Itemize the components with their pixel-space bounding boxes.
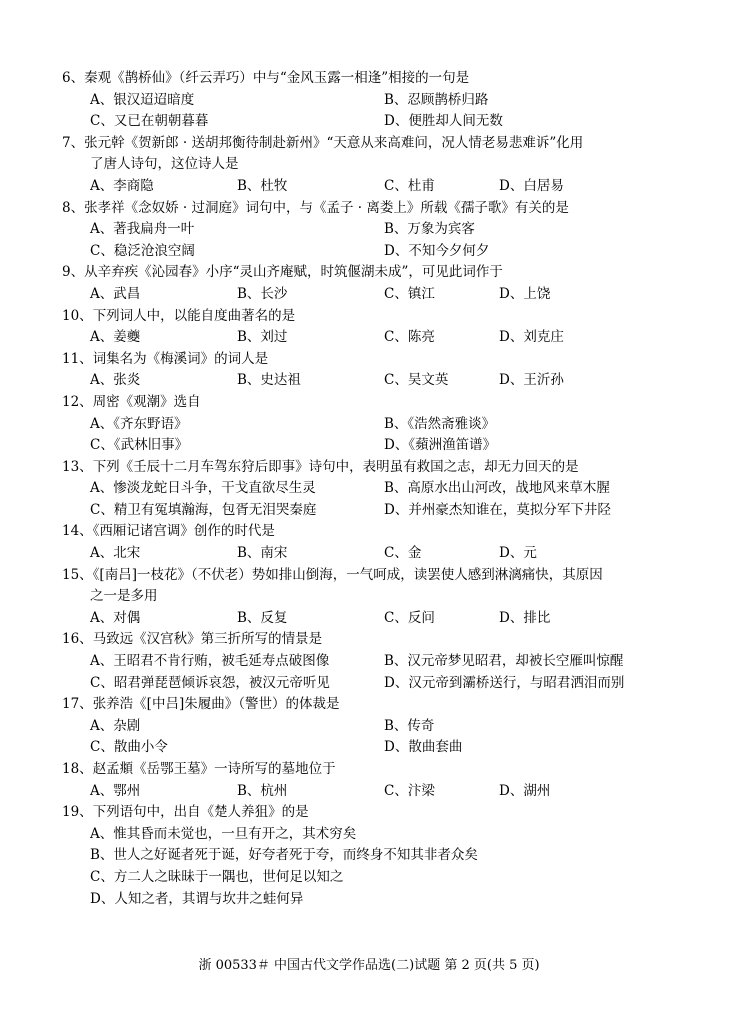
answer-option: B、高原水出山河改，战地风来草木腥 [384,480,610,497]
option-row [62,90,702,112]
question-text: 之一是多用 [90,588,158,605]
question-number: 15、 [62,566,93,583]
answer-option: A、张炎 [90,372,141,389]
answer-option: A、王昭君不肯行贿，被毛延寿点破图像 [90,653,330,670]
question-stem [62,586,702,608]
option-row [62,370,702,392]
question-9 [62,262,702,305]
question-text: 《[南吕]一枝花》（不伏老）势如排山倒海，一气呵成，读罢使人感到淋漓痛快，其原因 [92,566,603,583]
answer-option: A、银汉迢迢暗度 [90,91,195,108]
answer-option: A、北宋 [90,545,141,562]
question-number: 14、 [62,523,93,540]
answer-option: B、反复 [237,609,288,626]
answer-option: A、惨淡龙蛇日斗争，干戈直欲尽生灵 [90,480,316,497]
question-text: 赵孟頫《岳鄂王墓》一诗所写的墓地位于 [92,761,336,777]
option-row [62,737,702,759]
option-row [62,284,702,306]
answer-option: B、杭州 [237,782,288,799]
option-row [62,845,702,867]
option-row [62,608,702,630]
question-number: 7、 [62,134,85,151]
option-row [62,500,702,522]
answer-option: D、排比 [499,609,551,626]
question-10 [62,306,702,349]
question-6 [62,68,702,133]
question-stem [62,457,702,479]
question-stem [62,629,702,651]
question-text: 《西厢记诸宫调》创作的时代是 [92,523,275,540]
answer-option: B、忍顾鹊桥归路 [384,91,489,108]
answer-option: B、《浩然斋雅谈》 [384,415,496,432]
question-text: 张孝祥《念奴娇 · 过洞庭》词句中，与《孟子 · 离娄上》所载《孺子歌》有关的是 [84,199,569,216]
answer-option: C、精卫有冤填瀚海，包胥无泪哭秦庭 [90,501,317,518]
option-row [62,716,702,738]
answer-option: A、著我扁舟一叶 [90,221,195,238]
answer-option: D、王沂孙 [499,372,564,389]
question-text: 下列语句中，出自《楚人养狙》的是 [92,804,309,821]
answer-option: C、汴梁 [384,782,435,799]
question-17 [62,694,702,759]
question-text: 词集名为《梅溪词》的词人是 [92,350,269,367]
option-row [62,219,702,241]
answer-option: D、散曲套曲 [384,739,463,756]
question-stem [62,802,702,824]
question-number: 10、 [62,307,93,324]
question-11 [62,349,702,392]
answer-option: D、《蘋洲渔笛谱》 [384,437,497,454]
answer-option: C、散曲小令 [90,739,168,756]
question-stem [62,262,702,284]
answer-option: D、白居易 [499,177,564,194]
answer-option: B、世人之好诞者死于诞，好夸者死于夸，而终身不知其非者众矣 [90,847,478,864]
answer-option: D、上饶 [499,285,551,302]
answer-option: D、不知今夕何夕 [384,242,490,259]
option-row [62,543,702,565]
option-row [62,867,702,889]
question-number: 9、 [62,264,85,281]
question-text: 了唐人诗句，这位诗人是 [90,156,239,173]
answer-option: B、史达祖 [237,372,301,389]
answer-option: C、镇江 [384,285,435,302]
answer-option: B、传奇 [384,717,435,734]
question-stem [62,565,702,587]
question-number: 19、 [62,804,93,821]
question-14 [62,521,702,564]
answer-option: C、杜甫 [384,177,435,194]
question-number: 6、 [62,70,85,86]
answer-option: B、万象为宾客 [384,221,475,238]
question-19 [62,802,702,910]
option-row [62,824,702,846]
answer-option: B、长沙 [237,285,288,302]
option-row [62,651,702,673]
option-row [62,435,702,457]
option-row [62,673,702,695]
answer-option: A、鄂州 [90,782,141,799]
question-number: 17、 [62,696,93,713]
answer-option: B、南宋 [237,545,288,562]
question-18 [62,759,702,802]
question-12 [62,392,702,457]
answer-option: B、汉元帝梦见昭君，却被长空雁叫惊醒 [384,653,624,670]
answer-option: C、反问 [384,609,435,626]
question-stem [62,133,702,155]
question-stem [62,759,702,781]
answer-option: D、并州豪杰知谁在，莫拟分军下井陉 [384,501,611,518]
question-text: 下列《壬辰十二月车驾东狩后即事》诗句中，表明虽有救国之志，却无力回天的是 [92,458,579,475]
question-stem [62,694,702,716]
question-number: 12、 [62,393,93,410]
answer-option: A、武昌 [90,285,141,302]
answer-option: A、惟其昏而未觉也，一旦有开之，其术穷矣 [90,825,357,842]
answer-option: C、又已在朝朝暮暮 [90,113,209,130]
answer-option: A、杂剧 [90,717,141,734]
option-row [62,414,702,436]
option-row [62,781,702,803]
option-row [62,327,702,349]
question-number: 8、 [62,199,85,216]
page-footer: 浙 00533＃ 中国古代文学作品选(二)试题 第 2 页(共 5 页) [198,958,540,973]
question-text: 张养浩《[中吕]朱履曲》（警世）的体裁是 [92,696,340,713]
question-text: 张元幹《贺新郎 · 送胡邦衡待制赴新州》“天意从来高难问，况人情老易悲难诉”化用 [84,134,584,151]
question-text: 从辛弃疾《沁园春》小序“灵山齐庵赋，时筑偃湖未成”，可见此词作于 [84,264,503,281]
answer-option: A、姜夔 [90,329,141,346]
answer-option: C、稳泛沧浪空阔 [90,242,195,259]
option-row [62,176,702,198]
option-row [62,889,702,911]
question-number: 13、 [62,458,93,475]
option-row [62,478,702,500]
question-number: 18、 [62,761,93,777]
question-number: 16、 [62,631,93,648]
answer-option: C、金 [384,545,422,562]
question-text: 周密《观潮》选自 [92,393,201,410]
answer-option: C、昭君弹琵琶倾诉哀怨，被汉元帝听见 [90,674,330,691]
question-number: 11、 [62,350,93,367]
answer-option: A、对偶 [90,609,141,626]
option-row [62,111,702,133]
option-row [62,241,702,263]
question-stem [62,521,702,543]
answer-option: D、湖州 [499,782,551,799]
question-stem [62,154,702,176]
answer-option: B、杜牧 [237,177,288,194]
question-7 [62,133,702,198]
question-16 [62,629,702,694]
answer-option: D、人知之者，其谓与坎井之蛙何异 [90,890,304,907]
answer-option: B、刘过 [237,329,288,346]
question-text: 马致远《汉宫秋》第三折所写的情景是 [92,631,323,648]
question-stem [62,198,702,220]
question-text: 下列词人中，以能自度曲著名的是 [92,307,296,324]
answer-option: D、汉元帝到灞桥送行，与昭君洒泪而别 [384,674,625,691]
question-13 [62,457,702,522]
answer-option: C、《武林旧事》 [90,437,189,454]
answer-option: A、李商隐 [90,177,154,194]
answer-option: C、方二人之昧昧于一隅也，世何足以知之 [90,868,344,885]
answer-option: D、便胜却人间无数 [384,113,503,130]
answer-option: A、《齐东野语》 [90,415,188,432]
question-list [62,68,702,910]
answer-option: D、元 [499,545,537,562]
answer-option: C、吴文英 [384,372,449,389]
question-15 [62,565,702,630]
question-stem [62,349,702,371]
question-stem [62,68,702,90]
question-stem [62,392,702,414]
question-stem [62,306,702,328]
question-8 [62,198,702,263]
question-text: 秦观《鹊桥仙》（纤云弄巧）中与“金风玉露一相逢”相接的一句是 [84,70,470,86]
answer-option: D、刘克庄 [499,329,564,346]
answer-option: C、陈亮 [384,329,435,346]
